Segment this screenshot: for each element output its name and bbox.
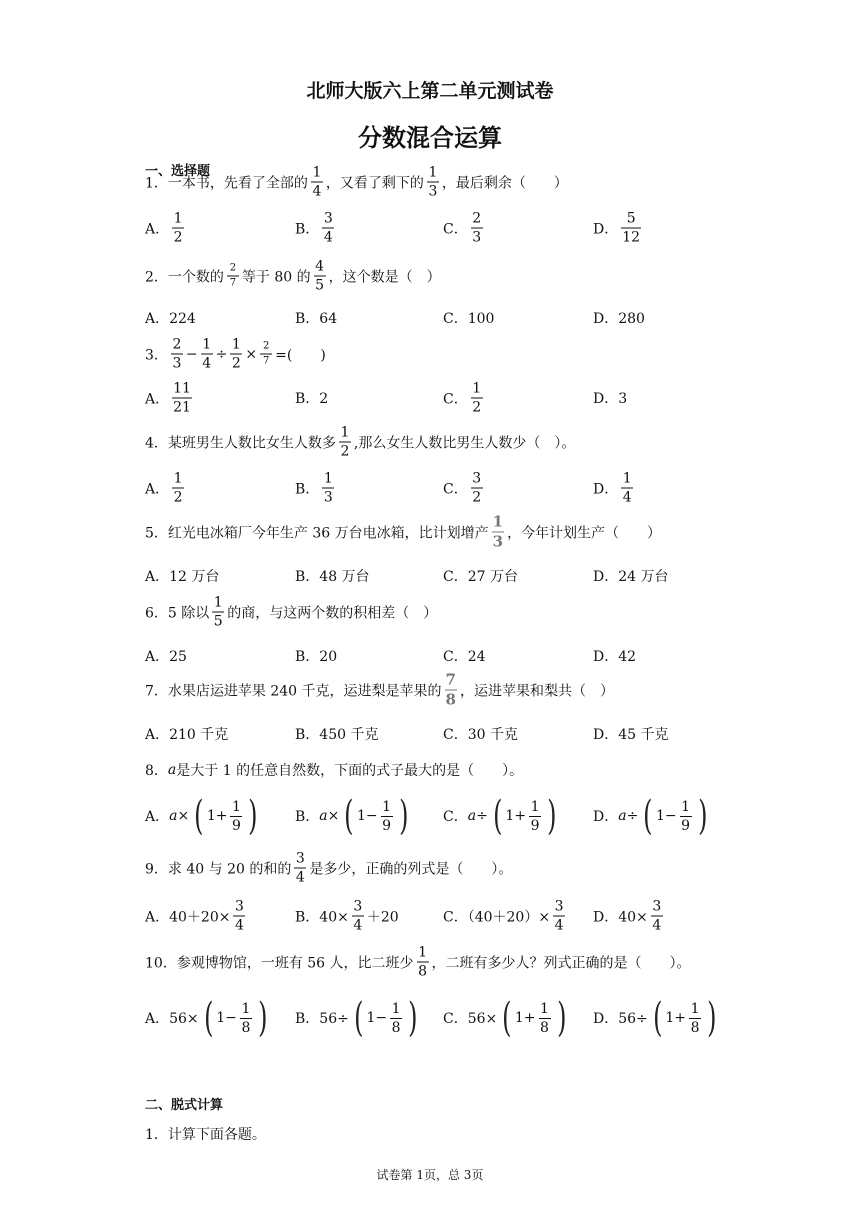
fraction-numerator: 1 <box>340 424 350 441</box>
fraction <box>417 946 429 979</box>
text-run: A．224 <box>145 311 196 327</box>
fraction-denominator: 2 <box>231 355 241 372</box>
fraction-numerator: 1 <box>622 470 632 487</box>
fraction <box>621 472 633 505</box>
text-run: × <box>177 808 190 824</box>
text-run: C．（40＋20）× <box>443 909 551 925</box>
text-run: 1− <box>655 808 677 824</box>
text-run: A． <box>145 391 170 407</box>
question-2 <box>145 260 441 293</box>
fraction-denominator: 5 <box>315 277 325 294</box>
fraction-numerator: 1 <box>382 798 392 815</box>
fraction-denominator: 2 <box>472 489 482 506</box>
fraction-numerator: 1 <box>241 1000 251 1017</box>
option-b[interactable] <box>295 793 413 839</box>
fraction-denominator: 3 <box>428 183 438 200</box>
fraction-numerator: 1 <box>690 1000 700 1017</box>
text-run: 等于 80 的 <box>241 269 311 285</box>
text-run: B．450 千克 <box>295 727 379 743</box>
left-paren: ( <box>492 793 503 839</box>
text-run: 1．一本书，先看了全部的 <box>145 175 308 191</box>
paren-content <box>665 1002 704 1035</box>
fraction-denominator: 2 <box>173 489 183 506</box>
fraction-numerator: 1 <box>173 210 183 227</box>
fraction-numerator: 3 <box>295 850 305 867</box>
option-c[interactable] <box>443 472 486 505</box>
option-a[interactable] <box>145 308 196 328</box>
option-d[interactable] <box>593 472 636 505</box>
fraction-numerator: 11 <box>173 380 191 397</box>
exam-subtitle: 分数混合运算 <box>358 124 502 152</box>
fraction-denominator: 3 <box>492 532 504 551</box>
fraction-denominator: 4 <box>295 869 305 886</box>
fraction <box>322 212 334 245</box>
text-run: D．45 千克 <box>593 727 669 743</box>
fraction-numerator: 1 <box>681 798 691 815</box>
text-run: C． <box>443 481 468 497</box>
right-paren: ) <box>408 995 418 1041</box>
fraction-numerator: 1 <box>202 336 212 353</box>
fraction-numerator: 1 <box>323 470 333 487</box>
paren-content <box>656 800 695 833</box>
parenthesized-expression <box>499 995 569 1041</box>
text-run: A．210 千克 <box>145 727 229 743</box>
fraction-numerator: 2 <box>472 210 482 227</box>
option-d[interactable] <box>593 646 636 666</box>
parenthesized-expression <box>490 793 560 839</box>
option-a[interactable] <box>145 566 219 586</box>
fraction <box>322 472 334 505</box>
text-run: B． <box>295 221 320 237</box>
fraction <box>471 212 483 245</box>
paren-content <box>515 1002 554 1035</box>
fraction-numerator: 2 <box>172 336 182 353</box>
fraction <box>352 900 364 933</box>
parenthesized-expression <box>640 793 710 839</box>
text-run: 1− <box>357 808 378 824</box>
option-a[interactable] <box>145 793 263 839</box>
text-run: 5．红光电冰箱厂今年生产 36 万台电冰箱，比计划增产 <box>145 525 489 541</box>
option-b[interactable] <box>295 388 328 408</box>
text-run: 1+ <box>514 1010 536 1026</box>
text-run: C． <box>443 391 468 407</box>
fraction-numerator: 7 <box>445 670 456 689</box>
text-run: =( ) <box>275 347 326 363</box>
text-run: 是多少，正确的列式是（ ）。 <box>309 861 513 877</box>
text-run: D． <box>593 809 619 825</box>
fraction <box>172 382 192 415</box>
exam-title: 北师大版六上第二单元测试卷 <box>306 80 554 102</box>
option-a[interactable] <box>145 724 228 744</box>
fraction-denominator: 4 <box>235 917 244 934</box>
text-run: B．64 <box>295 311 338 327</box>
fraction-numerator: 1 <box>213 594 223 611</box>
fraction-denominator: 2 <box>340 443 350 460</box>
option-c[interactable] <box>443 900 568 933</box>
question-4 <box>145 426 575 459</box>
fraction <box>233 900 245 933</box>
fraction-denominator: 2 <box>173 229 183 246</box>
page-footer: 试卷第 1页，总 3页 <box>376 1168 484 1182</box>
text-run: 1+ <box>665 1010 687 1026</box>
question-9 <box>145 852 512 885</box>
right-paren: ) <box>697 793 708 839</box>
fraction <box>227 264 239 289</box>
text-run: A．25 <box>145 649 187 665</box>
option-d[interactable] <box>593 900 666 933</box>
fraction-denominator: 4 <box>652 917 662 934</box>
fraction <box>427 166 439 199</box>
math-variable: a <box>169 808 178 824</box>
fraction-denominator: 9 <box>530 817 540 834</box>
fraction-denominator: 4 <box>353 917 363 934</box>
option-a[interactable] <box>145 646 187 666</box>
fraction <box>339 426 351 459</box>
option-a[interactable] <box>145 212 187 245</box>
option-d[interactable] <box>593 566 669 586</box>
option-b[interactable] <box>295 995 423 1041</box>
fraction <box>294 852 306 885</box>
fraction-denominator: 8 <box>391 1019 401 1036</box>
fraction <box>471 472 483 505</box>
option-c[interactable] <box>443 566 518 586</box>
fraction-denominator: 9 <box>232 817 241 834</box>
question-1 <box>145 166 568 199</box>
left-paren: ( <box>344 793 354 839</box>
fraction <box>311 166 323 199</box>
fraction <box>212 596 224 629</box>
text-run: − <box>185 346 198 362</box>
text-run: A．12 万台 <box>145 569 220 585</box>
text-run: B．2 <box>295 391 329 407</box>
fraction-numerator: 3 <box>652 898 662 915</box>
text-run: C．27 万台 <box>443 569 518 585</box>
text-run: ÷ <box>476 808 488 824</box>
left-paren: ( <box>502 995 512 1041</box>
option-b[interactable] <box>295 900 399 933</box>
section-heading-calculation: 二、脱式计算 <box>145 1098 224 1113</box>
text-run: D．24 万台 <box>593 569 669 585</box>
math-variable: a <box>167 762 177 778</box>
text-run: 3． <box>145 347 168 363</box>
text-run: 1+ <box>505 808 527 824</box>
fraction-numerator: 3 <box>235 898 244 915</box>
fraction-numerator: 4 <box>315 258 325 275</box>
fraction-denominator: 3 <box>323 489 333 506</box>
fraction-numerator: 1 <box>231 336 241 353</box>
text-run: A．40＋20× <box>145 909 231 925</box>
option-b[interactable] <box>295 566 370 586</box>
fraction <box>240 1002 252 1035</box>
fraction <box>172 472 184 505</box>
section-heading-choice: 一、选择题 <box>145 164 211 179</box>
fraction <box>171 338 183 371</box>
fraction-numerator: 1 <box>540 1000 549 1017</box>
parenthesized-expression <box>351 995 421 1041</box>
fraction-numerator: 3 <box>554 898 564 915</box>
option-c[interactable] <box>443 724 518 744</box>
fraction-denominator: 5 <box>213 613 223 630</box>
fraction <box>172 212 184 245</box>
question-3 <box>145 338 326 371</box>
fraction-denominator: 8 <box>540 1019 549 1036</box>
fraction-denominator: 8 <box>418 963 427 980</box>
fraction-numerator: 3 <box>323 210 333 227</box>
paren-content <box>366 1002 405 1035</box>
text-run: B．56÷ <box>295 1011 349 1027</box>
calc-question: 1．计算下面各题。 <box>145 1127 266 1143</box>
text-run: A． <box>145 221 170 237</box>
paren-content <box>357 800 396 833</box>
text-run: ，今年计划生产（ ） <box>507 525 662 541</box>
left-paren: ( <box>353 995 364 1041</box>
text-run: ,那么女生人数比男生人数少（ ）。 <box>353 435 576 451</box>
fraction <box>471 382 483 415</box>
text-run: B． <box>295 481 320 497</box>
fraction-numerator: 3 <box>472 470 482 487</box>
math-variable: a <box>618 808 627 824</box>
fraction-numerator: 5 <box>626 210 636 227</box>
question-10 <box>145 946 691 979</box>
fraction <box>539 1002 551 1035</box>
option-b[interactable] <box>295 212 337 245</box>
fraction <box>680 800 692 833</box>
fraction <box>230 800 242 833</box>
fraction-denominator: 9 <box>382 817 392 834</box>
text-run: B．40× <box>295 909 349 925</box>
question-5 <box>145 512 662 551</box>
text-run: ÷ <box>626 808 639 824</box>
question-6 <box>145 596 437 629</box>
fraction-denominator: 8 <box>445 690 456 709</box>
fraction <box>621 212 641 245</box>
parenthesized-expression <box>201 995 271 1041</box>
right-paren: ) <box>707 995 717 1041</box>
option-b[interactable] <box>295 472 337 505</box>
text-run: A． <box>145 481 170 497</box>
fraction-denominator: 4 <box>323 229 333 246</box>
text-run: D．280 <box>593 311 645 327</box>
fraction-denominator: 4 <box>622 489 632 506</box>
fraction-numerator: 1 <box>391 1000 401 1017</box>
text-run: ，这个数是（ ） <box>328 269 441 285</box>
fraction <box>445 670 457 709</box>
option-c[interactable] <box>443 308 494 328</box>
paren-content <box>505 800 544 833</box>
fraction-numerator: 1 <box>428 164 438 181</box>
option-d[interactable] <box>593 308 645 328</box>
text-run: D．42 <box>593 649 637 665</box>
option-a[interactable] <box>145 382 195 415</box>
fraction-numerator: 1 <box>530 798 540 815</box>
option-a[interactable] <box>145 900 248 933</box>
option-c[interactable] <box>443 646 486 666</box>
fraction-numerator: 1 <box>492 512 504 531</box>
text-run: 是大于 1 的任意自然数，下面的式子最大的是（ ）。 <box>176 763 524 779</box>
left-paren: ( <box>652 995 663 1041</box>
text-run: B．20 <box>295 649 338 665</box>
text-run: 的商，与这两个数的积相差（ ） <box>227 605 438 621</box>
fraction-denominator: 8 <box>690 1019 700 1036</box>
fraction-denominator: 7 <box>227 276 239 289</box>
fraction <box>230 338 242 371</box>
option-d[interactable] <box>593 793 712 839</box>
fraction-numerator: 1 <box>232 798 241 815</box>
text-run: 7．水果店运进苹果 240 千克，运进梨是苹果的 <box>145 683 442 699</box>
text-run: C． <box>443 809 468 825</box>
option-c[interactable] <box>443 995 571 1041</box>
text-run: ，最后剩余（ ） <box>441 175 568 191</box>
text-run: ，二班有多少人？列式正确的是（ ）。 <box>431 955 691 971</box>
text-run: ÷ <box>215 346 228 362</box>
text-run: × <box>327 808 340 824</box>
fraction <box>201 338 213 371</box>
question-7 <box>145 670 614 709</box>
text-run: 10．参观博物馆，一班有 56 人，比二班少 <box>145 955 414 971</box>
fraction-denominator: 12 <box>622 229 641 246</box>
text-run: ，运进苹果和梨共（ ） <box>459 683 614 699</box>
fraction-numerator: 3 <box>353 898 363 915</box>
parenthesized-expression <box>191 793 261 839</box>
parenthesized-expression <box>341 793 411 839</box>
text-run: ，又看了剩下的 <box>325 175 424 191</box>
right-paren: ) <box>398 793 409 839</box>
text-run: A．56× <box>145 1011 199 1027</box>
fraction-numerator: 2 <box>262 340 270 352</box>
right-paren: ) <box>547 793 557 839</box>
option-a[interactable] <box>145 472 187 505</box>
fraction <box>651 900 663 933</box>
fraction-numerator: 1 <box>312 164 322 181</box>
fraction-numerator: 1 <box>472 380 482 397</box>
option-c[interactable] <box>443 793 562 839</box>
right-paren: ) <box>556 995 567 1041</box>
text-run: 9．求 40 与 20 的和的 <box>145 861 292 877</box>
text-run: C．100 <box>443 311 495 327</box>
text-run: 6．5 除以 <box>145 605 210 621</box>
text-run: × <box>245 346 258 362</box>
fraction <box>314 260 326 293</box>
right-paren: ) <box>258 995 268 1041</box>
math-variable: a <box>467 808 477 824</box>
fraction-numerator: 1 <box>173 470 183 487</box>
fraction-denominator: 4 <box>202 355 212 372</box>
fraction <box>390 1002 402 1035</box>
option-c[interactable] <box>443 382 486 415</box>
fraction-denominator: 4 <box>312 183 322 200</box>
fraction-denominator: 2 <box>472 399 482 416</box>
fraction-denominator: 3 <box>472 229 482 246</box>
parenthesized-expression <box>650 995 720 1041</box>
math-variable: a <box>319 808 328 824</box>
text-run: D．56÷ <box>593 1011 648 1027</box>
left-paren: ( <box>194 793 204 839</box>
text-run: 8． <box>145 763 168 779</box>
fraction-denominator: 3 <box>172 355 182 372</box>
text-run: B． <box>295 809 320 825</box>
fraction-denominator: 9 <box>681 817 691 834</box>
fraction-denominator: 21 <box>173 399 191 416</box>
fraction <box>689 1002 701 1035</box>
text-run: D． <box>593 221 619 237</box>
question-8 <box>145 760 523 780</box>
fraction-denominator: 4 <box>554 917 564 934</box>
option-b[interactable] <box>295 724 378 744</box>
text-run: C． <box>443 221 468 237</box>
left-paren: ( <box>643 793 653 839</box>
text-run: B．48 万台 <box>295 569 370 585</box>
option-b[interactable] <box>295 646 337 666</box>
fraction <box>529 800 541 833</box>
text-run: 2．一个数的 <box>145 269 224 285</box>
text-run: C．56× <box>443 1011 498 1027</box>
fraction-denominator: 7 <box>260 354 272 367</box>
fraction <box>381 800 393 833</box>
text-run: 1− <box>216 1010 237 1026</box>
paren-content <box>216 1002 255 1035</box>
text-run: D． <box>593 481 619 497</box>
fraction-numerator: 2 <box>229 262 237 274</box>
option-b[interactable] <box>295 308 337 328</box>
fraction-numerator: 1 <box>418 944 427 961</box>
option-d[interactable] <box>593 388 627 408</box>
text-run: C．24 <box>443 649 486 665</box>
text-run: ＋20 <box>366 909 399 925</box>
text-run: 1− <box>366 1010 388 1026</box>
option-a[interactable] <box>145 995 273 1041</box>
fraction <box>492 512 504 551</box>
fraction <box>553 900 565 933</box>
text-run: D．40× <box>593 909 648 925</box>
fraction-denominator: 8 <box>241 1019 251 1036</box>
text-run: 1+ <box>206 808 228 824</box>
text-run: D．3 <box>593 391 628 407</box>
left-paren: ( <box>203 995 214 1041</box>
text-run: 4．某班男生人数比女生人数多 <box>145 435 336 451</box>
option-d[interactable] <box>593 724 669 744</box>
fraction <box>260 342 272 367</box>
text-run: C．30 千克 <box>443 727 518 743</box>
right-paren: ) <box>248 793 258 839</box>
option-c[interactable] <box>443 212 486 245</box>
option-d[interactable] <box>593 212 644 245</box>
text-run: A． <box>145 809 170 825</box>
paren-content <box>207 800 246 833</box>
option-d[interactable] <box>593 995 722 1041</box>
